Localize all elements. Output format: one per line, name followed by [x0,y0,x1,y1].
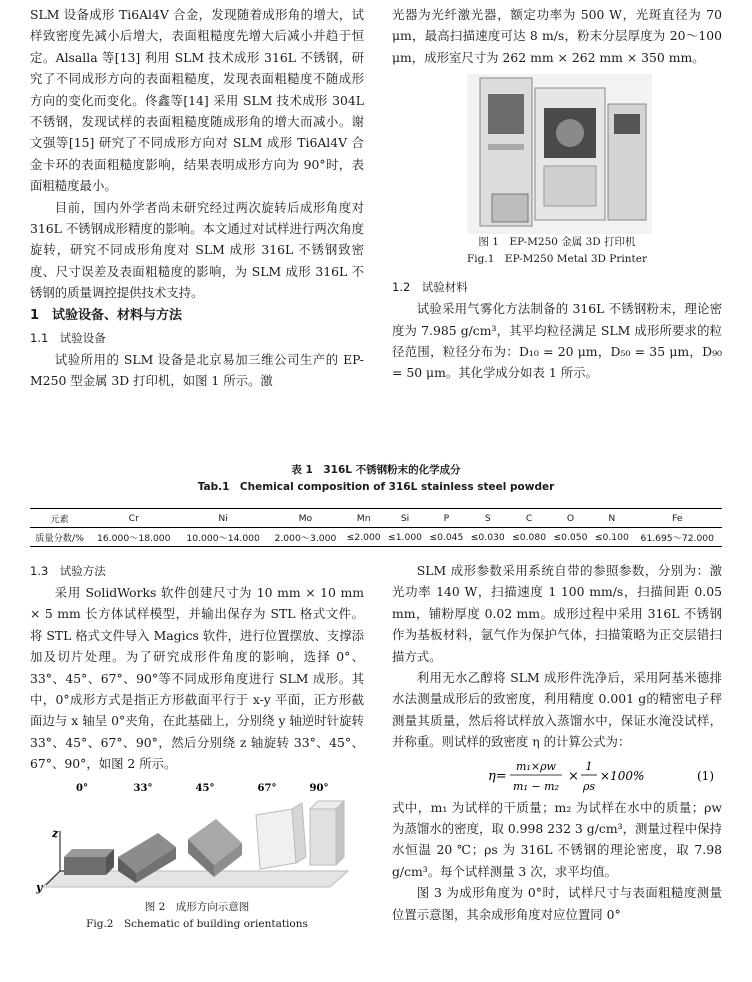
paragraph: 图 3 为成形角度为 0°时，试样尺寸与表面粗糙度测量位置示意图，其余成形角度对应位置同 0° [392,885,722,922]
table-cell: ≤2.000 [343,528,384,547]
eq-denominator-2: ρs [582,779,596,793]
eq-lhs: η= [488,768,507,784]
angle-label: 0° [76,782,88,794]
figure-2 [30,779,364,899]
orientation-diagram [30,779,364,899]
eq-tail: ×100% [600,768,645,783]
equation-1 [392,753,722,797]
table-cell: Cr [89,509,178,528]
table-cell: 61.695～72.000 [633,528,723,547]
angle-label: 90° [309,782,329,794]
paragraph: 试验所用的 SLM 设备是北京易加三维公司生产的 EP-M250 型金属 3D 打印机，如图 1 所示。激 [30,351,364,389]
table-cell: 2.000～3.000 [268,528,343,547]
table-cell: 元素 [30,509,89,528]
figure-2-caption-cn: 图 2 成形方向示意图 [144,900,250,913]
eq-number: (1) [697,768,714,783]
table-cell: ≤0.100 [591,528,632,547]
subsection-heading: 1.2 试验材料 [392,280,468,295]
table-1-title [0,462,752,496]
figure-1 [392,74,722,234]
right-column-bottom [392,560,722,925]
table-cell: C [508,509,549,528]
y-axis-label: y [36,880,43,894]
eq-times: × [568,768,579,784]
eq-denominator: m₁ − m₂ [513,779,559,793]
table-1-title-cn: 表 1 316L 不锈钢粉末的化学成分 [291,464,461,476]
table-cell: N [591,509,632,528]
angle-label: 67° [257,782,277,794]
paragraph: 采用 SolidWorks 软件创建尺寸为 10 mm × 10 mm × 5 mm 长方体试样模型，并输出保存为 STL 格式文件。将 STL 格式文件导入 Magics 软件，进行位置摆放、支撑添加及切片处理。为了研究成形件角度的影响，选择 0°、33°、45°、67°、90°等不同成形角度进行 SLM 成形。其中，0°成形方式是指正方形截面平行于 x-y 平面，正方形截面边与 x 轴呈 0°夹角，在此基础上，分别绕 y 轴逆时针旋转 33°、45°、67°、90°，然后分别绕 z 轴旋转 33°、45°、67°、90°，如图 2 所示。 [30,585,364,772]
table-header-row [30,509,722,528]
paragraph: 利用无水乙醇将 SLM 成形件洗净后，采用阿基米德排水法测量成形后的致密度，利用精度 0.001 g的精密电子秤测量其质量，然后将试样放入蒸馏水中，保证水淹没试样，并称重。则试样的致密度 η 的计算公式为： [392,670,722,750]
paragraph: SLM 设备成形 Ti6Al4V 合金，发现随着成形角的增大，试样致密度先减小后增大，表面粗糙度先增大后减小并趋于恒定。Alsalla 等[13] 利用 SLM 技术成形 316L 不锈钢，研究了不同成形方向的表面粗糙度，发现表面粗糙度不随成形方向的变化而变化。佟鑫等[14] 采用 SLM 技术成形 304L 不锈钢，发现试样的表面粗糙度随成形角的增大而减小。谢文强等[15] 研究了不同成形方向对 SLM 成形 Ti6Al4V 合金卡环的表面粗糙度影响，结果表明成形方向为 90°时，表面粗糙度最小。 [30,7,364,194]
table-cell: ≤0.080 [508,528,549,547]
table-cell: ≤0.050 [550,528,591,547]
table-cell: O [550,509,591,528]
block-45 [188,819,242,877]
table-cell: 10.000～14.000 [178,528,267,547]
paragraph: 目前，国内外学者尚未研究经过两次旋转后成形角度对 316L 不锈钢成形精度的影响。本文通过对试样进行两次角度旋转，研究不同成形角度对 SLM 成形 316L 不锈钢致密度、尺寸误差及表面粗糙度的影响，为 SLM 成形 316L 不锈钢的质量调控提供技术支持。 [30,199,364,301]
subsection-heading: 1.1 试验设备 [30,330,106,345]
eq-numerator: m₁×ρw [516,759,556,773]
table-cell: Mo [268,509,343,528]
table-row [30,528,722,547]
table-cell: Si [384,509,425,528]
table-cell: Fe [633,509,723,528]
figure-1-caption-cn: 图 1 EP-M250 金属 3D 打印机 [478,236,636,249]
left-column-top [30,4,364,392]
block-67 [256,803,306,869]
table-cell: Mn [343,509,384,528]
subsection-heading: 1.3 试验方法 [30,564,106,578]
angle-label: 33° [133,782,153,794]
printer-photo [392,74,722,234]
paragraph: SLM 成形参数采用系统自带的参照参数，分别为：激光功率 140 W，扫描速度 1 100 mm/s，扫描间距 0.05 mm，铺粉厚度 0.02 mm。成形过程中采用 316L 不锈钢作为基板材料，氩气作为保护气体，扫描策略为正交层错扫描方式。 [392,563,722,664]
table-cell: P [426,509,467,528]
paragraph: 式中，m₁ 为试样的干质量；m₂ 为试样在水中的质量；ρw 为蒸馏水的密度，取 0.998 232 3 g/cm³，测量过程中保持水恒温 20 ℃；ρs 为 316L 不锈钢的理论密度，取 7.98 g/cm³。每个试样测量 3 次，求平均值。 [392,799,722,879]
figure-2-caption-en: Fig.2 Schematic of building orientations [86,917,308,930]
table-cell: 质量分数/% [30,528,89,547]
block-0 [64,849,114,875]
block-90 [310,801,344,865]
angle-label: 45° [195,782,215,794]
z-axis-label: z [52,826,59,840]
table-cell: Ni [178,509,267,528]
left-column-bottom [30,560,364,933]
section-heading: 1 试验设备、材料与方法 [30,307,183,323]
figure-1-caption-en: Fig.1 EP-M250 Metal 3D Printer [467,253,647,266]
table-cell: ≤0.030 [467,528,508,547]
table-cell: ≤1.000 [384,528,425,547]
paragraph: 光器为光纤激光器，额定功率为 500 W，光斑直径为 70 μm，最高扫描速度可达 8 m/s，粉末分层厚度为 20～100 μm，成形室尺寸为 262 mm × 262 mm × 350 mm。 [392,7,722,65]
right-column-top [392,4,722,384]
paragraph: 试验采用气雾化方法制备的 316L 不锈钢粉末，理论密度为 7.985 g/cm³，其平均粒径满足 SLM 成形所要求的粒径范围，粒径分布为：D₁₀ = 20 μm，D₅₀ = 35 μm，D₉₀ = 50 μm。其化学成分如表 1 所示。 [392,301,722,381]
table-cell: ≤0.045 [426,528,467,547]
table-cell: 16.000～18.000 [89,528,178,547]
table-1-title-en: Tab.1 Chemical composition of 316L stainless steel powder [197,481,555,493]
eq-numerator-2: 1 [585,759,593,773]
table-cell: S [467,509,508,528]
table-1 [30,508,722,547]
